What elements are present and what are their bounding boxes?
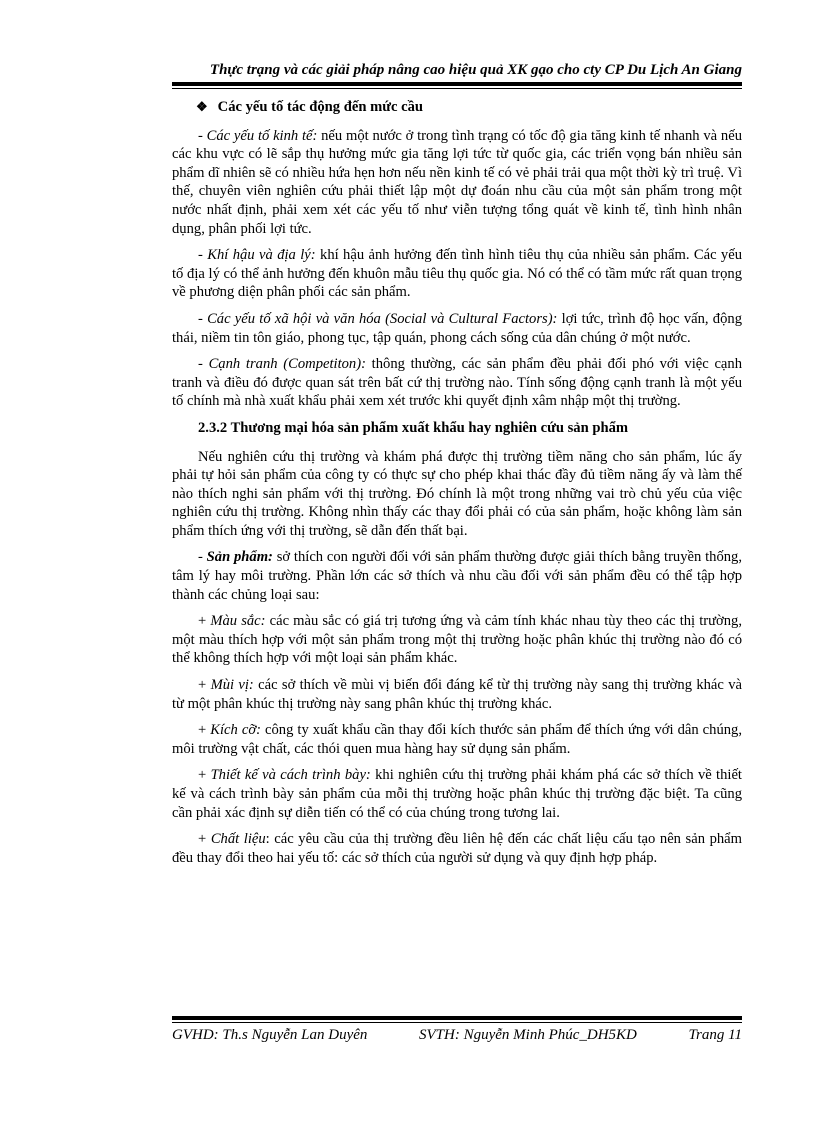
paragraph-design: + Thiết kế và cách trình bày: khi nghiên cứu thị trường phải khám phá các sở thích về thiết kế và cách trình bày sản phẩm của mỗi thị trường hoặc phân khúc thị trường đặc biệt. Ta cũng cần phải xác định sự diễn tiến có thể có của chúng trong tương lai. [172, 767, 742, 821]
term-product: Sản phẩm: [206, 549, 273, 566]
diamond-bullet-icon: ❖ [196, 99, 208, 114]
paragraph-competition: - Cạnh tranh (Competiton): thông thường, các sản phẩm đều phải đối phó với việc cạnh tranh và điều đó được quan sát trên bất cứ thị trường nào. Tính sống động cạnh tranh là một yếu tố chính mà nhà xuất khẩu phải xem xét trước khi quyết định xâm nhập một thị trường. [172, 356, 742, 410]
section-heading-commercialization: 2.3.2 Thương mại hóa sản phẩm xuất khẩu hay nghiên cứu sản phẩm [198, 419, 629, 436]
paragraph-social-cultural: - Các yếu tố xã hội và văn hóa (Social và Cultural Factors): lợi tức, trình độ học vấn, động thái, niềm tin tôn giáo, phong tục, tập quán, phong cách sống của dân chúng ở một nước. [172, 310, 742, 346]
term-taste: Mùi vị: [210, 677, 254, 694]
section-heading-demand [172, 98, 742, 117]
header-rule-thin [172, 88, 742, 89]
paragraph-product: - Sản phẩm: sở thích con người đối với sản phẩm thường được giải thích bằng truyền thống, tâm lý hay môi trường. Phần lớn các sở thích và nhu cầu đối với sản phẩm đều có thể tập hợp thành các chủng loại sau: [172, 549, 742, 603]
running-footer [172, 1027, 742, 1044]
term-climate-geography: Khí hậu và địa lý: [207, 247, 316, 264]
paragraph-taste: + Mùi vị: các sở thích về mùi vị biến đổi đáng kể từ thị trường này sang thị trường khác và từ một phân khúc thị trường này sang phân khúc thị trường khác. [172, 677, 742, 712]
term-design: Thiết kế và cách trình bày: [210, 767, 371, 784]
term-economic-factors: Các yếu tố kinh tế: [206, 127, 318, 144]
footer-student: SVTH: Nguyễn Minh Phúc_DH5KD [419, 1027, 637, 1043]
running-header: Thực trạng và các giải pháp nâng cao hiệu quả XK gạo cho cty CP Du Lịch An Giang [209, 62, 742, 78]
paragraph-color: + Màu sắc: các màu sắc có giá trị tương ứng và cảm tính khác nhau tùy theo các thị trường, một màu thích hợp với một sản phẩm trong một thị trường hoặc phân khúc thị trường nào đó có thể không thích hợp với một loại sản phẩm khác. [172, 613, 742, 667]
paragraph-economic-factors: - Các yếu tố kinh tế: nếu một nước ở trong tình trạng có tốc độ gia tăng kinh tế nhanh và nếu các khu vực có lẽ sắp thụ hưởng mức gia tăng lợi tức từ quốc gia, các triển vọng bán nhiều sản phẩm dĩ nhiên sẽ có nhiều hứa hẹn hơn nếu nền kinh tế có vẻ phải trải qua một thời kỳ trì truệ. Vì thế, chuyên viên nghiên cứu phải thiết lập một dự đoán nhu cầu của một sản phẩm trong một nước nhất định, phải xem xét các yếu tố như viễn tượng tổng quát về kinh tế, tình hình nhân dụng, phân phối lợi tức. [172, 127, 742, 237]
term-material: Chất liệu [210, 831, 266, 848]
term-color: Màu sắc: [210, 613, 266, 630]
footer-page-number: Trang 11 [688, 1027, 742, 1043]
page-body [172, 98, 742, 875]
footer-rule-thick [172, 1016, 742, 1020]
header-rule-thick [172, 82, 742, 86]
paragraph-climate-geography: - Khí hậu và địa lý: khí hậu ảnh hưởng đến tình hình tiêu thụ của nhiều sản phẩm. Các yếu tố địa lý có thể ảnh hưởng đến khuôn mẫu tiêu thụ quốc gia. Nó có thể có tầm mức rất quan trọng về phương diện phân phối các sản phẩm. [172, 247, 743, 301]
footer-rule-thin [172, 1022, 742, 1023]
paragraph-intro: Nếu nghiên cứu thị trường và khám phá được thị trường tiềm năng cho sản phẩm, lúc ấy phải tự hỏi sản phẩm của công ty có thực sự cho phép khai thác đầy đủ tiềm năng ấy và làm thế nào thích nghi sản phẩm với thị trường. Đó chính là một trong những vai trò chủ yếu của việc nghiên cứu thị trường. Không nhìn thấy các thay đổi phải có của sản phẩm, hoặc không làm sản phẩm thích ứng với thị trường, sẽ dẫn đến thất bại. [172, 448, 742, 539]
term-competition: Cạnh tranh (Competiton): [208, 356, 366, 373]
term-social-cultural: Các yếu tố xã hội và văn hóa (Social và Cultural Factors): [207, 310, 558, 327]
paragraph-size: + Kích cỡ: công ty xuất khẩu cần thay đổi kích thước sản phẩm để thích ứng với dân chúng, môi trường vật chất, các thói quen mua hàng hay sử dụng sản phẩm. [172, 722, 742, 757]
section-heading-text: Các yếu tố tác động đến mức cầu [217, 99, 424, 115]
term-size: Kích cỡ: [210, 722, 261, 739]
footer-advisor: GVHD: Th.s Nguyễn Lan Duyên [172, 1027, 368, 1043]
paragraph-material: + Chất liệu: các yêu cầu của thị trường đều liên hệ đến các chất liệu cấu tạo nên sản phẩm đều thay đổi theo hai yếu tố: các sở thích của người sử dụng và quy định hợp pháp. [172, 831, 742, 866]
